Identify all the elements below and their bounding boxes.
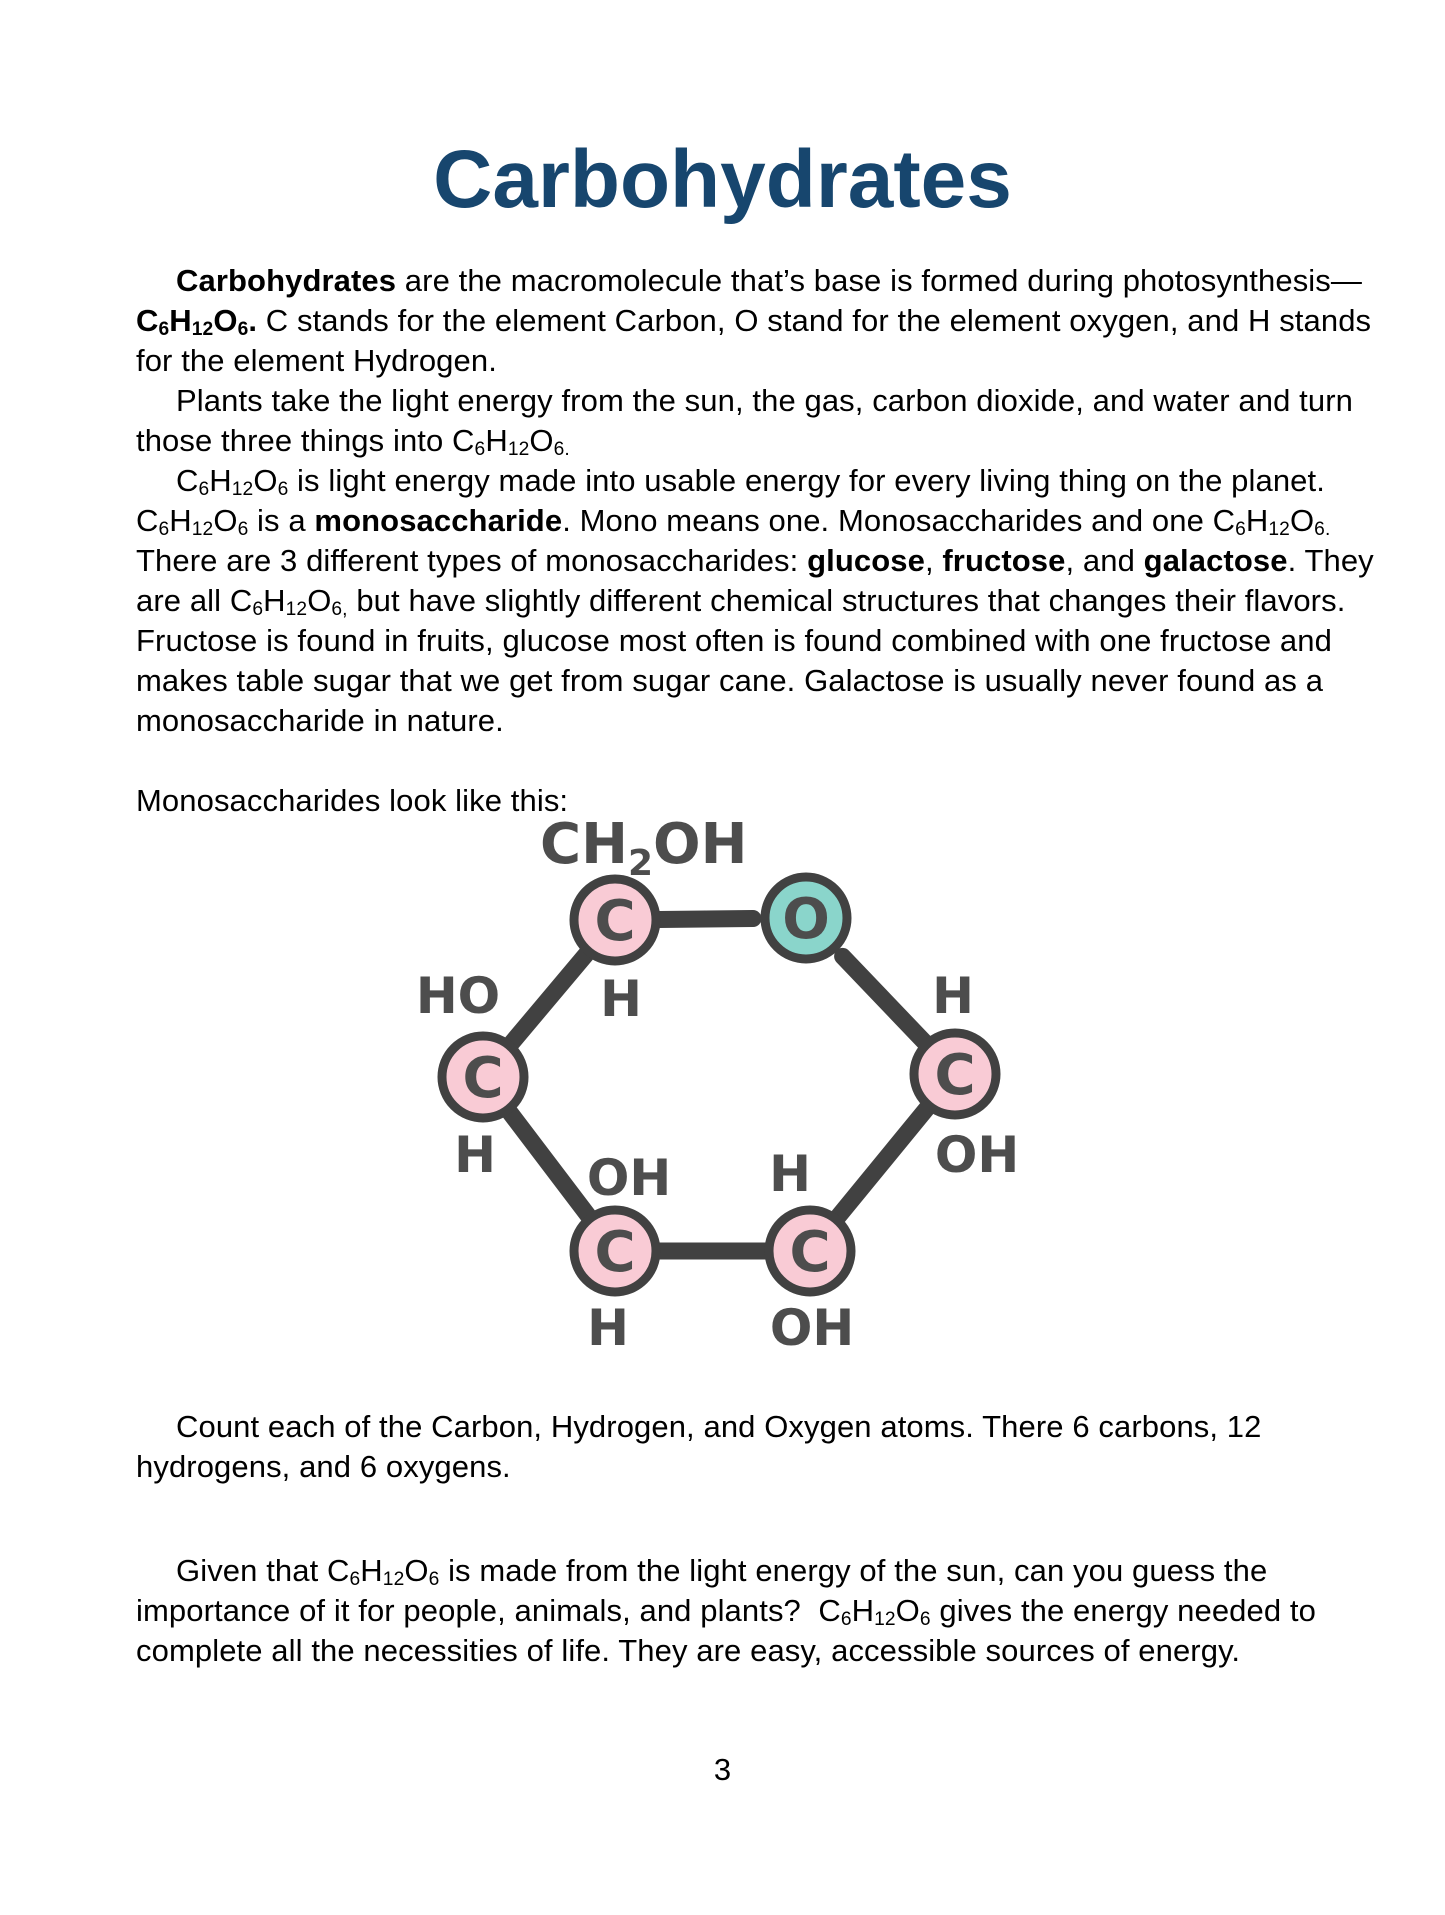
atom-group-label: H bbox=[587, 1299, 629, 1357]
paragraph bbox=[136, 1407, 1408, 1487]
text-segment: 6 bbox=[474, 439, 486, 461]
text-segment: 12 bbox=[191, 519, 214, 541]
atom-group-label: HO bbox=[415, 967, 501, 1025]
text-segment: C bbox=[176, 463, 199, 498]
text-segment: 12 bbox=[285, 599, 308, 621]
text-segment: C stands for the element Carbon, O stand for the element oxygen, and H stands for the element Hydrogen. bbox=[136, 303, 1372, 378]
text-segment: 6 bbox=[277, 479, 289, 501]
text-segment: 6. bbox=[1314, 519, 1331, 541]
text-segment: O bbox=[1289, 503, 1315, 538]
text-segment: H bbox=[485, 423, 508, 458]
ch2oh-label: $CH_2OH$ bbox=[540, 812, 748, 884]
text-segment: is light energy made into usable energy for every living thing on the planet. C bbox=[136, 463, 1325, 538]
text-segment: H bbox=[851, 1593, 875, 1628]
atom-group-label: OH bbox=[934, 1126, 1020, 1184]
text-segment: is made from the light energy of the sun, can you guess the importance of it for people, animals, and plants? C bbox=[136, 1553, 1268, 1628]
atom-group-label: OH bbox=[769, 1299, 855, 1357]
page-number: 3 bbox=[713, 1752, 732, 1787]
text-segment: galactose bbox=[1143, 543, 1288, 578]
text-segment: 6 bbox=[1235, 519, 1246, 541]
text-segment: 12 bbox=[1268, 519, 1290, 541]
text-segment: 6 bbox=[158, 319, 170, 341]
text-segment: 6 bbox=[919, 1609, 931, 1631]
paragraph bbox=[136, 261, 1408, 381]
text-segment: O bbox=[213, 303, 238, 338]
text-segment: are the macromolecule that’s base is formed during photosynthesis— bbox=[396, 263, 1362, 298]
text-segment: 6 bbox=[158, 519, 170, 541]
text-segment: O bbox=[213, 503, 238, 538]
text-segment: glucose bbox=[807, 543, 925, 578]
text-segment: 6 bbox=[428, 1569, 440, 1591]
oxygen-top-right-symbol: O bbox=[782, 887, 830, 952]
text-segment: O bbox=[307, 583, 332, 618]
closing-text-block bbox=[136, 1407, 1408, 1671]
text-segment: Given that C bbox=[176, 1553, 350, 1588]
text-segment: . Mono means one. Monosaccharides and one C bbox=[562, 503, 1236, 538]
text-segment: H bbox=[360, 1553, 383, 1588]
text-segment: 12 bbox=[507, 439, 530, 461]
carbon-top-left-symbol: C bbox=[594, 889, 636, 954]
paragraph bbox=[136, 381, 1408, 461]
text-segment: , and bbox=[1065, 543, 1144, 578]
text-segment: O bbox=[253, 463, 278, 498]
text-segment: 12 bbox=[231, 479, 254, 501]
text-segment: H bbox=[1245, 503, 1269, 538]
text-segment: 6 bbox=[198, 479, 210, 501]
text-segment: but have slightly different chemical structures that changes their flavors. Fructose is found in fruits, glucose most often is found combined with one fructose and makes table sugar that we get from sugar cane. Galactose is usually never found as a monosaccharide in nature. bbox=[136, 583, 1346, 738]
text-segment: O bbox=[895, 1593, 920, 1628]
text-segment: Carbohydrates bbox=[176, 263, 397, 298]
carbon-mid-left-symbol: C bbox=[462, 1046, 504, 1111]
intro-text-block bbox=[136, 261, 1408, 821]
text-segment: 6 bbox=[349, 1569, 361, 1591]
text-segment: H bbox=[169, 503, 192, 538]
carbon-bottom-right-symbol: C bbox=[789, 1220, 831, 1285]
atom-group-label: H bbox=[600, 970, 642, 1028]
text-segment: H bbox=[263, 583, 286, 618]
text-segment: 6. bbox=[553, 439, 570, 461]
atom-group-label: H bbox=[769, 1145, 811, 1203]
text-segment: is a bbox=[248, 503, 315, 538]
text-segment: . bbox=[248, 303, 258, 338]
text-segment: gives the energy needed to complete all the necessities of life. They are easy, accessible sources of energy. bbox=[136, 1593, 1316, 1668]
paragraph bbox=[136, 1551, 1408, 1671]
text-segment: H bbox=[209, 463, 232, 498]
text-segment: 12 bbox=[191, 319, 214, 341]
text-segment: fructose bbox=[942, 543, 1066, 578]
paragraph bbox=[136, 461, 1408, 741]
text-segment: 12 bbox=[874, 1609, 896, 1631]
atom-group-label: OH bbox=[586, 1149, 672, 1207]
atom-group-label: H bbox=[932, 967, 974, 1025]
text-segment: Monosaccharides look like this: bbox=[136, 783, 569, 818]
text-segment: monosaccharide bbox=[314, 503, 563, 538]
carbon-mid-right-symbol: C bbox=[934, 1043, 976, 1108]
text-segment: 12 bbox=[382, 1569, 405, 1591]
text-segment: 6, bbox=[331, 599, 348, 621]
text-segment: There are 3 different types of monosaccharides: bbox=[136, 543, 808, 578]
text-segment: . They are all C bbox=[136, 543, 1374, 618]
text-segment: C bbox=[136, 303, 159, 338]
molecule-svg bbox=[380, 800, 1060, 1370]
text-segment: 6 bbox=[840, 1609, 852, 1631]
page-title: Carbohydrates bbox=[433, 134, 1012, 225]
text-segment: O bbox=[404, 1553, 429, 1588]
text-segment: 6 bbox=[237, 519, 249, 541]
carbon-bottom-left-symbol: C bbox=[594, 1220, 636, 1285]
text-segment: Plants take the light energy from the sun, the gas, carbon dioxide, and water and turn those three things into C bbox=[136, 383, 1353, 458]
atom-group-label: H bbox=[454, 1126, 496, 1184]
text-segment: Count each of the Carbon, Hydrogen, and Oxygen atoms. There 6 carbons, 12 hydrogens, and 6 oxygens. bbox=[136, 1409, 1262, 1484]
text-segment: 6 bbox=[237, 319, 249, 341]
text-segment: , bbox=[924, 543, 943, 578]
text-segment: O bbox=[529, 423, 554, 458]
text-segment: H bbox=[169, 303, 192, 338]
text-segment: 6 bbox=[252, 599, 264, 621]
monosaccharide-diagram bbox=[380, 800, 1060, 1370]
